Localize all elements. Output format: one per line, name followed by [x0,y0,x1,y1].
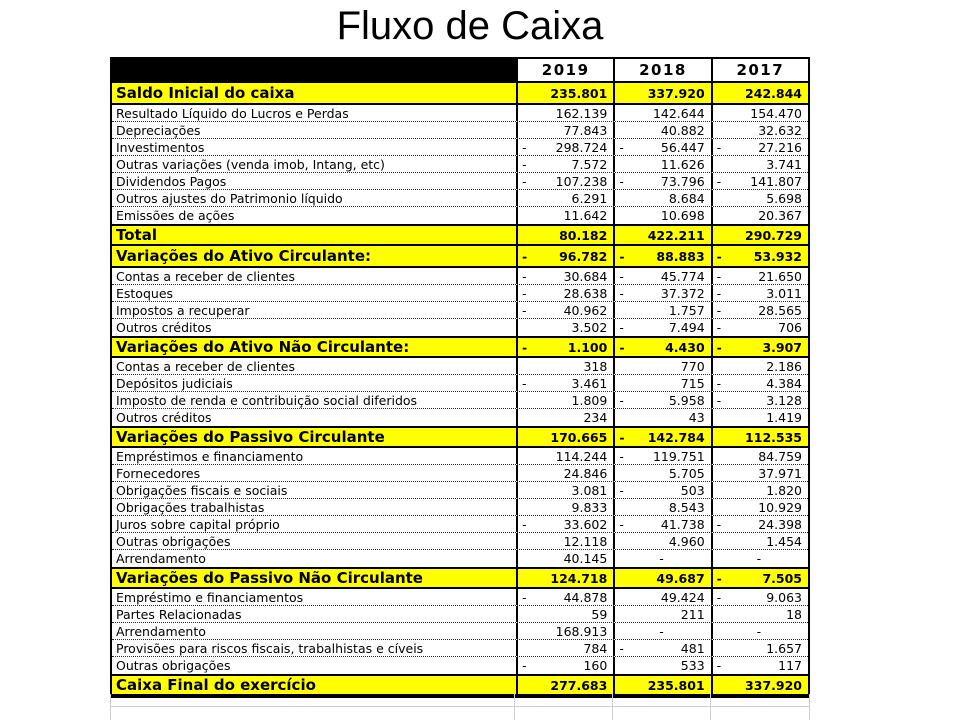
value-cell [516,268,613,284]
value-cell: 715 [613,375,710,391]
faint-gridline-horizontal [110,706,810,707]
value-cell [516,375,613,391]
table-row [112,139,808,156]
value-number: 1.100 [567,339,608,355]
row-label: Outras obrigações [116,658,231,673]
negative-sign: - [619,448,624,464]
negative-sign: - [619,339,625,355]
section-row [112,224,808,246]
value-cell: 277.683 [516,676,613,694]
row-label: Impostos a recuperar [116,302,250,318]
year-header-2018: 2018 [613,59,710,81]
value-cell: 9.833 [516,499,613,515]
value-cell: 37.971 [711,465,808,481]
value-number: 7.505 [762,570,802,586]
value-cell [613,482,710,498]
negative-sign: - [716,339,722,355]
faint-gridline-vertical [710,694,711,720]
value-number: 481 [680,640,705,656]
negative-sign: - [619,248,625,264]
row-label: Arrendamento [116,623,206,639]
value-cell: 162.139 [516,105,613,121]
negative-sign: - [716,658,722,673]
table-row [112,465,808,482]
row-label: Obrigações fiscais e sociais [116,482,288,498]
section-row [112,336,808,358]
row-label: Resultado Líquido do Lucros e Perdas [116,105,349,121]
negative-sign: - [619,139,624,155]
row-label: Arrendamento [116,551,206,566]
value-cell: - [711,550,808,567]
value-cell: 5.698 [711,190,808,206]
value-cell: 3.741 [711,156,808,172]
value-cell [613,285,710,301]
value-cell: 337.920 [711,676,808,694]
value-cell [613,268,710,284]
value-number: 45.774 [660,268,705,284]
value-cell [516,285,613,301]
value-number: 107.238 [555,173,608,189]
table-row [112,302,808,319]
table-row [112,285,808,302]
value-number: 33.602 [563,516,608,532]
table-row [112,657,808,674]
value-number: 56.447 [660,139,705,155]
value-cell: 784 [516,640,613,656]
value-cell: 32.632 [711,122,808,138]
value-cell: 10.698 [613,207,710,224]
row-label: Outras obrigações [116,533,231,549]
row-label: Outros ajustes do Patrimonio líquido [116,190,343,206]
row-label: Outros créditos [116,410,212,425]
value-cell [613,516,710,532]
negative-sign: - [619,173,624,189]
negative-sign: - [522,285,527,301]
row-label: Outras variações (venda imob, Intang, etc) [116,156,385,172]
value-cell: 59 [516,606,613,622]
value-cell: 80.182 [516,226,613,244]
negative-sign: - [716,268,722,284]
value-cell [613,338,710,356]
negative-sign: - [522,156,527,172]
value-number: 37.372 [660,285,705,301]
value-cell [516,657,613,674]
value-number: 53.932 [753,248,802,264]
table-row [112,105,808,122]
value-cell [711,246,808,266]
value-cell: - [711,623,808,639]
value-cell [613,392,710,408]
value-cell: 10.929 [711,499,808,515]
row-label: Contas a receber de clientes [116,268,295,284]
negative-sign: - [619,640,624,656]
value-cell: 49.687 [613,569,710,587]
value-cell: 8.543 [613,499,710,515]
value-number: 7.572 [571,156,608,172]
value-cell: 4.960 [613,533,710,549]
value-cell: 18 [711,606,808,622]
negative-sign: - [619,482,624,498]
value-cell [613,173,710,189]
section-row [112,567,808,589]
negative-sign: - [716,320,722,335]
value-cell [613,319,710,336]
value-cell [516,589,613,605]
value-cell [711,375,808,391]
value-number: 30.684 [563,268,608,284]
value-cell [613,428,710,446]
value-cell [613,448,710,464]
value-cell [516,173,613,189]
value-cell: 533 [613,657,710,674]
value-cell: 142.644 [613,105,710,121]
value-number: 5.958 [668,392,705,408]
negative-sign: - [619,429,625,445]
value-cell: 6.291 [516,190,613,206]
value-number: 141.807 [750,173,802,189]
table-row [112,589,808,606]
table-row [112,499,808,516]
value-cell: 43 [613,409,710,426]
negative-sign: - [522,248,528,264]
value-cell: 8.684 [613,190,710,206]
value-number: 24.398 [758,516,802,532]
negative-sign: - [522,339,528,355]
row-label: Provisões para riscos fiscais, trabalhistas e cíveis [116,640,424,656]
year-header-2017: 2017 [711,59,808,81]
negative-sign: - [716,302,722,318]
negative-sign: - [716,285,722,301]
negative-sign: - [522,658,527,673]
value-cell: 235.801 [613,676,710,694]
value-cell [711,139,808,155]
value-cell: 154.470 [711,105,808,121]
value-number: 88.883 [656,248,705,264]
value-number: 40.962 [563,302,608,318]
value-number: 41.738 [660,516,705,532]
value-cell [516,302,613,318]
row-label: Variações do Ativo Circulante: [116,247,371,265]
negative-sign: - [716,173,722,189]
value-cell: 234 [516,409,613,426]
value-number: 28.638 [563,285,608,301]
faint-gridline-vertical [110,694,111,720]
negative-sign: - [522,589,527,605]
faint-gridline-vertical [514,694,515,720]
value-cell: 242.844 [711,83,808,103]
table-row [112,122,808,139]
value-number: 9.063 [766,589,802,605]
negative-sign: - [716,139,722,155]
table-row [112,482,808,499]
value-cell [711,589,808,605]
value-cell [711,516,808,532]
value-cell [711,173,808,189]
value-cell: 1.820 [711,482,808,498]
value-cell: 12.118 [516,533,613,549]
table-row [112,319,808,336]
negative-sign: - [716,392,722,408]
table-row [112,173,808,190]
row-label: Outros créditos [116,320,212,335]
value-cell: 318 [516,358,613,374]
negative-sign: - [522,516,527,532]
value-cell: 84.759 [711,448,808,464]
table-row [112,409,808,426]
value-number: 21.650 [758,268,802,284]
value-cell: 337.920 [613,83,710,103]
value-number: 4.384 [766,375,802,391]
value-cell [711,285,808,301]
row-label: Saldo Inicial do caixa [116,84,295,102]
negative-sign: - [522,268,527,284]
value-number: 142.784 [647,429,705,445]
negative-sign: - [522,375,527,391]
negative-sign: - [619,285,624,301]
value-number: 27.216 [758,139,802,155]
table-row [112,207,808,224]
value-number: 706 [778,320,802,335]
row-label: Fornecedores [116,465,201,481]
value-number: 3.461 [571,375,608,391]
value-cell [711,338,808,356]
row-label: Obrigações trabalhistas [116,499,265,515]
negative-sign: - [619,320,624,335]
row-label: Emissões de ações [116,208,235,223]
row-label: Juros sobre capital próprio [116,516,280,532]
value-cell: 168.913 [516,623,613,639]
negative-sign: - [522,173,527,189]
value-number: 3.907 [762,339,802,355]
value-cell: 422.211 [613,226,710,244]
negative-sign: - [716,589,722,605]
negative-sign: - [716,248,722,264]
value-cell: - [613,550,710,567]
row-label: Depósitos judiciais [116,375,233,391]
value-cell: 40.882 [613,122,710,138]
table-row [112,533,808,550]
value-cell [711,319,808,336]
value-cell [711,392,808,408]
value-number: 3.128 [766,392,802,408]
row-label: Empréstimos e financiamento [116,448,304,464]
row-label: Investimentos [116,139,205,155]
header-black-cell [112,59,516,81]
negative-sign: - [619,392,624,408]
table-row [112,156,808,173]
value-cell: 3.502 [516,319,613,336]
page-title: Fluxo de Caixa [336,4,604,48]
value-cell: 1.757 [613,302,710,318]
row-label: Contas a receber de clientes [116,358,295,374]
negative-sign: - [619,268,624,284]
value-cell: 11.642 [516,207,613,224]
value-cell: 3.081 [516,482,613,498]
table-row [112,640,808,657]
table-row [112,358,808,375]
negative-sign: - [522,139,527,155]
row-label: Caixa Final do exercício [116,676,316,694]
value-number: 73.796 [660,173,705,189]
negative-sign: - [619,516,624,532]
value-cell: 114.244 [516,448,613,464]
value-cell: 211 [613,606,710,622]
table-row [112,375,808,392]
value-cell [711,268,808,284]
row-label: Depreciações [116,122,201,138]
table-row [112,448,808,465]
value-cell: 1.809 [516,392,613,408]
negative-sign: - [716,516,722,532]
value-cell [613,246,710,266]
value-cell: 24.846 [516,465,613,481]
table-row [112,516,808,533]
faint-gridline-vertical [809,694,810,720]
value-cell: 1.419 [711,409,808,426]
row-label: Empréstimo e financiamentos [116,589,304,605]
value-cell: 124.718 [516,569,613,587]
year-header-2019: 2019 [516,59,613,81]
value-cell: 2.186 [711,358,808,374]
table-header-row [112,59,808,83]
value-cell: 1.454 [711,533,808,549]
value-cell [516,139,613,155]
table-row [112,268,808,285]
value-cell: 290.729 [711,226,808,244]
table-row [112,392,808,409]
value-cell: 11.626 [613,156,710,172]
row-label: Variações do Passivo Não Circulante [116,569,423,587]
cash-flow-table [110,57,810,698]
value-number: 117 [778,658,802,673]
value-cell [613,640,710,656]
value-cell [516,246,613,266]
row-label: Variações do Passivo Circulante [116,428,385,446]
value-cell: 20.367 [711,207,808,224]
table-row [112,190,808,207]
row-label: Dividendos Pagos [116,173,227,189]
value-cell: 1.657 [711,640,808,656]
value-cell [516,338,613,356]
value-cell [711,569,808,587]
row-label: Total [116,226,157,244]
value-number: 4.430 [665,339,705,355]
value-cell [516,156,613,172]
value-cell: 170.665 [516,428,613,446]
negative-sign: - [716,375,722,391]
section-row [112,426,808,448]
value-number: 503 [680,482,705,498]
table-row [112,623,808,640]
value-number: 119.751 [652,448,705,464]
value-number: 44.878 [563,589,608,605]
table-row [112,550,808,567]
value-cell: - [613,623,710,639]
negative-sign: - [716,570,722,586]
section-row [112,674,808,696]
table-row [112,606,808,623]
value-cell: 235.801 [516,83,613,103]
value-cell: 77.843 [516,122,613,138]
section-row [112,83,808,105]
value-number: 160 [583,658,608,673]
value-cell [613,139,710,155]
row-label: Estoques [116,285,174,301]
value-cell: 5.705 [613,465,710,481]
value-cell: 40.145 [516,550,613,567]
value-number: 96.782 [559,248,608,264]
row-label: Imposto de renda e contribuição social diferidos [116,392,418,408]
value-number: 298.724 [555,139,608,155]
value-cell [516,516,613,532]
value-number: 3.011 [766,285,802,301]
section-row [112,246,808,268]
value-cell [711,657,808,674]
value-number: 28.565 [758,302,802,318]
row-label: Partes Relacionadas [116,606,242,622]
value-number: 7.494 [668,320,705,335]
faint-gridline-vertical [612,694,613,720]
value-cell: 770 [613,358,710,374]
row-label: Variações do Ativo Não Circulante: [116,338,410,356]
value-cell: 112.535 [711,428,808,446]
value-cell [711,302,808,318]
value-cell: 49.424 [613,589,710,605]
negative-sign: - [522,302,527,318]
